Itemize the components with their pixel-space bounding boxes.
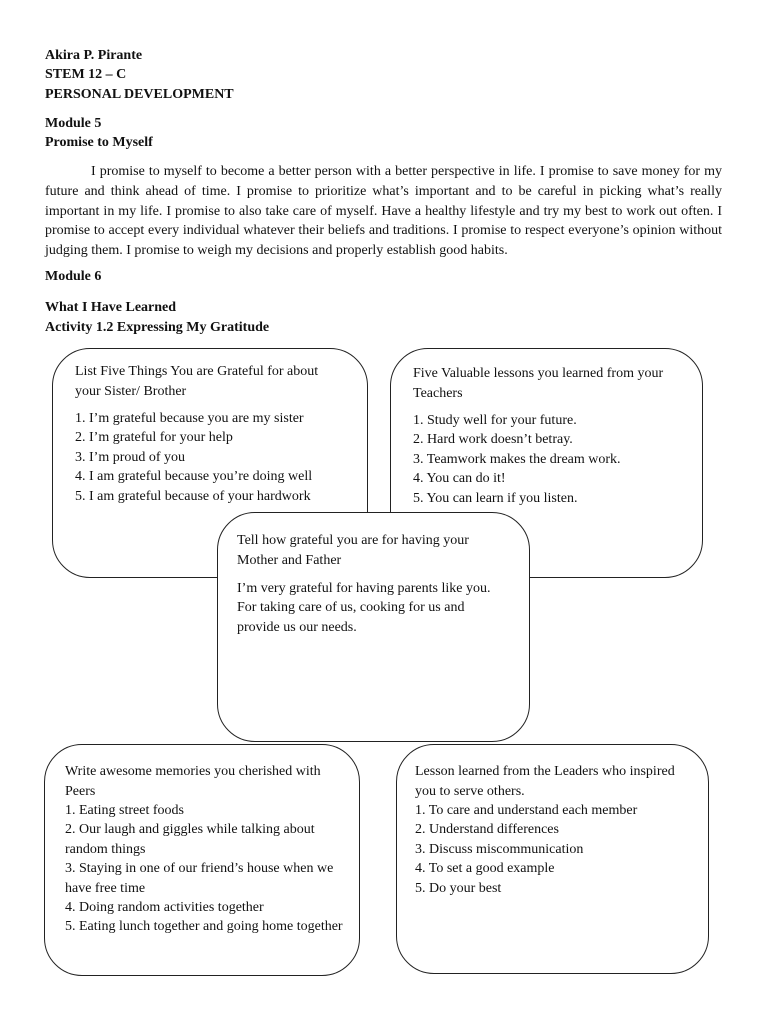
teachers-box-title: Five Valuable lessons you learned from your Teachers [413, 366, 664, 401]
list-item: 2. Our laugh and giggles while talking about random things [65, 822, 315, 857]
list-item: 4. Doing random activities together [65, 900, 264, 916]
list-item: 4. I am grateful because you’re doing well [75, 469, 313, 485]
module5-title: Module 5 [45, 116, 102, 131]
activity-title: Activity 1.2 Expressing My Gratitude [45, 320, 270, 335]
list-item: 2. Understand differences [415, 822, 559, 838]
list-item: 5. I am grateful because of your hardwork [75, 488, 311, 504]
list-item: 3. Staying in one of our friend’s house when we have free time [65, 861, 334, 896]
list-item: 2. Hard work doesn’t betray. [413, 432, 573, 448]
leaders-list [415, 801, 694, 898]
learned-heading: What I Have Learned [45, 300, 177, 315]
student-name: Akira P. Pirante [45, 48, 143, 63]
leaders-box-title: Lesson learned from the Leaders who inspired you to serve others. [415, 764, 675, 799]
list-item: 3. I’m proud of you [75, 449, 186, 465]
peers-memories-box [44, 744, 360, 976]
module5-subtitle: Promise to Myself [45, 135, 153, 150]
student-section: STEM 12 – C [45, 67, 127, 82]
list-item: 1. I’m grateful because you are my sister [75, 411, 304, 426]
list-item: 5. Eating lunch together and going home together [65, 919, 343, 935]
list-item: 5. Do your best [415, 880, 502, 896]
list-item: 2. I’m grateful for your help [75, 430, 233, 446]
siblings-list [75, 409, 347, 506]
list-item: 5. You can learn if you listen. [413, 490, 578, 506]
parents-box-body: I’m very grateful for having parents like you. For taking care of us, cooking for us and provide us our needs. [237, 580, 491, 636]
module6-title: Module 6 [45, 269, 102, 284]
peers-box-title: Write awesome memories you cherished with Peers [65, 764, 321, 799]
subject-title: PERSONAL DEVELOPMENT [45, 87, 234, 102]
teachers-list [413, 411, 684, 508]
list-item: 3. Discuss miscommunication [415, 841, 584, 857]
list-item: 3. Teamwork makes the dream work. [413, 451, 621, 467]
leaders-lessons-box [396, 744, 709, 974]
parents-box-title: Tell how grateful you are for having your Mother and Father [237, 533, 469, 568]
list-item: 1. Eating street foods [65, 803, 184, 818]
list-item: 1. Study well for your future. [413, 413, 577, 428]
list-item: 4. You can do it! [413, 471, 506, 487]
list-item: 1. To care and understand each member [415, 803, 638, 818]
siblings-box-title: List Five Things You are Grateful for about your Sister/ Brother [75, 364, 319, 399]
list-item: 4. To set a good example [415, 861, 555, 877]
parents-gratitude-box [217, 512, 530, 742]
peers-list [65, 801, 345, 937]
promise-paragraph: I promise to myself to become a better person with a better perspective in life. I promise to save money for my future and think ahead of time. I promise to prioritize what’s important and to be careful in picking what’s really important in my life. I promise to also take care of myself. Have a healthy lifestyle and try my best to work out often. I promise to accept every individual whatever their beliefs and traditions. I promise to respect everyone’s opinion without judging them. I promise to weigh my decisions and properly establish good habits. [45, 164, 722, 259]
